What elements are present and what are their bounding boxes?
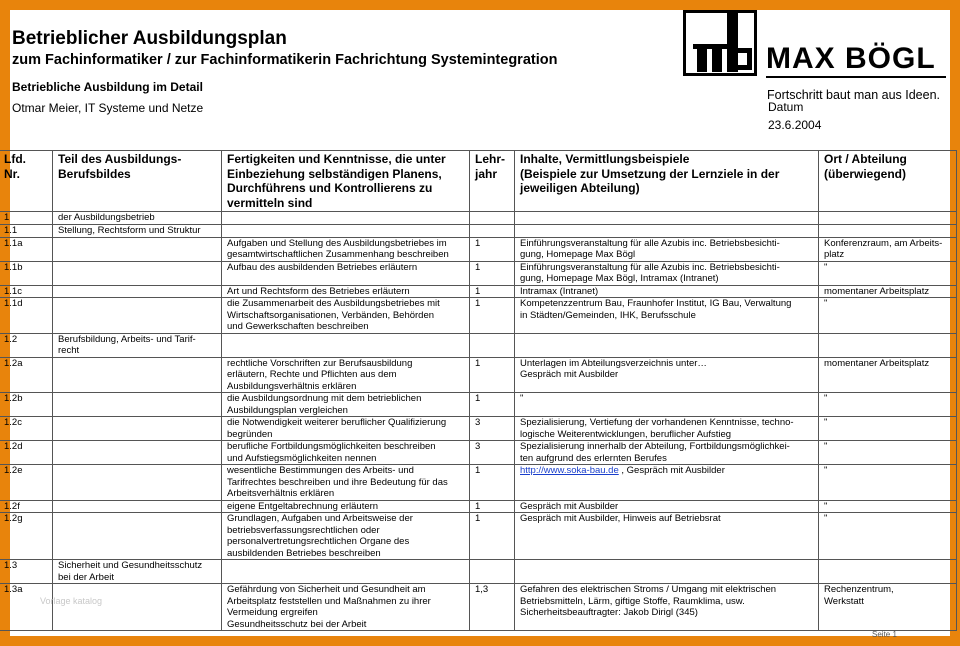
table-cell-col-year: 1 <box>470 500 515 513</box>
table-row <box>0 225 957 238</box>
table-cell-col-content: Intramax (Intranet) <box>515 285 819 298</box>
table-cell-col-part <box>53 261 222 285</box>
table-cell-col-part <box>53 237 222 261</box>
table-cell-col-part: der Ausbildungsbetrieb <box>53 212 222 225</box>
table-cell-col-part <box>53 417 222 441</box>
table-cell-col-part: Stellung, Rechtsform und Struktur <box>53 225 222 238</box>
table-cell-col-content: Einführungsveranstaltung für alle Azubis inc. Betriebsbesichti- gung, Homepage Max Bögl <box>515 237 819 261</box>
table-cell-col-skills: rechtliche Vorschriften zur Berufsausbildung erläutern, Rechte und Pflichten aus dem Ausbildungsverhältnis erklären <box>222 357 470 393</box>
table-cell-col-content <box>515 225 819 238</box>
table-cell-col-skills: die Notwendigkeit weiterer beruflicher Qualifizierung begründen <box>222 417 470 441</box>
table-cell-col-location: " <box>819 513 957 560</box>
responsible-person: Otmar Meier, IT Systeme und Netze <box>12 101 204 115</box>
table-cell-col-skills: berufliche Fortbildungsmöglichkeiten beschreiben und Aufstiegsmöglichkeiten nennen <box>222 441 470 465</box>
table-cell-col-nr: 1.2c <box>0 417 53 441</box>
table-cell-col-year: 1 <box>470 393 515 417</box>
table-cell-col-content: Kompetenzzentrum Bau, Fraunhofer Institut, IG Bau, Verwaltung in Städten/Gemeinden, IHK, Berufsschule <box>515 298 819 334</box>
table-cell-col-skills: die Ausbildungsordnung mit dem betrieblichen Ausbildungsplan vergleichen <box>222 393 470 417</box>
table-cell-col-skills <box>222 333 470 357</box>
table-cell-col-part <box>53 441 222 465</box>
table-cell-col-content <box>515 560 819 584</box>
company-tagline: Fortschritt baut man aus Ideen. <box>767 88 941 102</box>
table-cell-col-content <box>515 212 819 225</box>
table-cell-col-year: 3 <box>470 441 515 465</box>
table-cell-col-location: " <box>819 261 957 285</box>
table-cell-col-nr: 1.1d <box>0 298 53 334</box>
table-cell-col-nr: 1.1a <box>0 237 53 261</box>
page-footer: Seite 1 <box>872 630 897 639</box>
table-cell-col-skills <box>222 560 470 584</box>
table-cell-col-part: Berufsbildung, Arbeits- und Tarif- recht <box>53 333 222 357</box>
table-row <box>0 237 957 261</box>
table-cell-col-location: momentaner Arbeitsplatz <box>819 285 957 298</box>
table-row <box>0 500 957 513</box>
soka-bau-link[interactable]: http://www.soka-bau.de <box>520 465 619 476</box>
table-header-row <box>0 151 957 212</box>
table-cell-col-year: 1 <box>470 357 515 393</box>
table-cell-col-year: 1 <box>470 298 515 334</box>
watermark: Vorlage katalog <box>40 596 103 606</box>
table-cell-col-nr: 1.2g <box>0 513 53 560</box>
table-cell-col-skills: Aufgaben und Stellung des Ausbildungsbetriebes im gesamtwirtschaftlichen Zusammenhang beschreiben <box>222 237 470 261</box>
table-row <box>0 357 957 393</box>
table-cell-col-content: Einführungsveranstaltung für alle Azubis inc. Betriebsbesichti- gung, Homepage Max Bögl, Intramax (Intranet) <box>515 261 819 285</box>
company-logo-text: MAX BÖGL <box>766 42 936 75</box>
document-page <box>4 10 950 639</box>
table-cell-col-content: Gespräch mit Ausbilder, Hinweis auf Betriebsrat <box>515 513 819 560</box>
table-cell-col-skills: Gefährdung von Sicherheit und Gesundheit am Arbeitsplatz feststellen und Maßnahmen zu ihrer Vermeidung ergreifen Gesundheitsschutz bei der Arbeit <box>222 584 470 631</box>
table-cell-col-nr: 1.2e <box>0 465 53 501</box>
table-cell-col-skills: die Zusammenarbeit des Ausbildungsbetriebes mit Wirtschaftsorganisationen, Verbänden, Behörden und Gewerkschaften beschreiben <box>222 298 470 334</box>
table-row <box>0 441 957 465</box>
table-cell-col-part: Sicherheit und Gesundheitsschutz bei der Arbeit <box>53 560 222 584</box>
table-cell-col-nr: 1.3a <box>0 584 53 631</box>
table-row <box>0 285 957 298</box>
table-row <box>0 584 957 631</box>
company-logo-icon <box>683 10 757 76</box>
table-row <box>0 465 957 501</box>
table-cell-col-location <box>819 212 957 225</box>
logo-divider <box>766 76 946 78</box>
table-cell-col-location: momentaner Arbeitsplatz <box>819 357 957 393</box>
table-cell-col-skills <box>222 212 470 225</box>
table-cell-col-year <box>470 212 515 225</box>
table-cell-col-nr: 1.2 <box>0 333 53 357</box>
table-cell-col-skills: wesentliche Bestimmungen des Arbeits- und Tarifrechtes beschreiben und ihre Bedeutung für das Arbeitsverhältnis erklären <box>222 465 470 501</box>
training-plan-table <box>0 150 957 631</box>
table-header-col-location: Ort / Abteilung (überwiegend) <box>819 151 957 212</box>
table-cell-col-location: " <box>819 417 957 441</box>
table-cell-col-content <box>515 465 819 501</box>
table-cell-col-location: " <box>819 441 957 465</box>
table-cell-col-location <box>819 333 957 357</box>
table-row <box>0 393 957 417</box>
table-row <box>0 298 957 334</box>
table-cell-col-content: " <box>515 393 819 417</box>
table-cell-col-year: 1 <box>470 513 515 560</box>
date-label: Datum <box>768 100 804 114</box>
table-cell-col-skills: Grundlagen, Aufgaben und Arbeitsweise der betriebsverfassungsrechtlichen oder personalvertretungsrechtlichen Organe des ausbildenden Betriebes beschreiben <box>222 513 470 560</box>
table-cell-col-content: Unterlagen im Abteilungsverzeichnis unter… Gespräch mit Ausbilder <box>515 357 819 393</box>
table-cell-col-year: 1 <box>470 261 515 285</box>
table-row <box>0 333 957 357</box>
table-cell-col-skills: eigene Entgeltabrechnung erläutern <box>222 500 470 513</box>
table-cell-col-nr: 1 <box>0 212 53 225</box>
table-cell-col-location <box>819 560 957 584</box>
page-subtitle: zum Fachinformatiker / zur Fachinformatikerin Fachrichtung Systemintegration <box>12 52 558 68</box>
table-cell-col-year: 3 <box>470 417 515 441</box>
table-cell-col-nr: 1.2d <box>0 441 53 465</box>
table-cell-col-content: Gespräch mit Ausbilder <box>515 500 819 513</box>
table-cell-col-nr: 1.1 <box>0 225 53 238</box>
section-heading: Betriebliche Ausbildung im Detail <box>12 80 203 94</box>
table-header-col-skills: Fertigkeiten und Kenntnisse, die unter Einbeziehung selbständigen Planens, Durchführens und Kontrollierens zu vermitteln sind <box>222 151 470 212</box>
table-header-col-nr: Lfd. Nr. <box>0 151 53 212</box>
table-cell-col-content: Gefahren des elektrischen Stroms / Umgang mit elektrischen Betriebsmitteln, Lärm, giftige Stoffe, Raumklima, usw. Sicherheitsbeauftragter: Jakob Dirigl (345) <box>515 584 819 631</box>
table-cell-col-content <box>515 333 819 357</box>
table-cell-col-location: " <box>819 298 957 334</box>
table-row <box>0 560 957 584</box>
date-value: 23.6.2004 <box>768 118 822 132</box>
table-cell-col-location: " <box>819 500 957 513</box>
table-row <box>0 513 957 560</box>
table-cell-col-nr: 1.2b <box>0 393 53 417</box>
table-header-col-year: Lehr- jahr <box>470 151 515 212</box>
table-cell-col-year <box>470 333 515 357</box>
table-cell-col-location <box>819 225 957 238</box>
table-cell-col-skills: Aufbau des ausbildenden Betriebes erläutern <box>222 261 470 285</box>
table-cell-col-year <box>470 560 515 584</box>
table-cell-col-nr: 1.2a <box>0 357 53 393</box>
table-cell-col-year: 1 <box>470 465 515 501</box>
table-row <box>0 261 957 285</box>
table-cell-col-skills: Art und Rechtsform des Betriebes erläutern <box>222 285 470 298</box>
table-cell-col-part <box>53 285 222 298</box>
table-cell-col-part <box>53 513 222 560</box>
table-cell-col-nr: 1.2f <box>0 500 53 513</box>
table-cell-col-location: Rechenzentrum, Werkstatt <box>819 584 957 631</box>
table-cell-col-part <box>53 393 222 417</box>
table-cell-col-part <box>53 357 222 393</box>
table-cell-col-content: Spezialisierung, Vertiefung der vorhandenen Kenntnisse, techno- logische Weiterentwicklungen, beruflicher Aufstieg <box>515 417 819 441</box>
table-cell-col-nr: 1.1c <box>0 285 53 298</box>
table-cell-col-skills <box>222 225 470 238</box>
table-cell-col-part <box>53 465 222 501</box>
table-cell-col-part <box>53 298 222 334</box>
table-cell-col-part <box>53 584 222 631</box>
table-header-col-content: Inhalte, Vermittlungsbeispiele (Beispiele zur Umsetzung der Lernziele in der jeweiligen Abteilung) <box>515 151 819 212</box>
table-cell-col-year <box>470 225 515 238</box>
table-cell-col-year: 1 <box>470 237 515 261</box>
table-header-col-part: Teil des Ausbildungs- Berufsbildes <box>53 151 222 212</box>
table-cell-col-year: 1 <box>470 285 515 298</box>
table-cell-col-nr: 1.1b <box>0 261 53 285</box>
table-cell-col-content: Spezialisierung innerhalb der Abteilung, Fortbildungsmöglichkei- ten aufgrund des erlernten Berufes <box>515 441 819 465</box>
table-cell-col-location: " <box>819 393 957 417</box>
table-cell-col-location: Konferenzraum, am Arbeits- platz <box>819 237 957 261</box>
table-cell-col-year: 1,3 <box>470 584 515 631</box>
table-cell-col-location: " <box>819 465 957 501</box>
table-cell-col-nr: 1.3 <box>0 560 53 584</box>
link-suffix-text: , Gespräch mit Ausbilder <box>618 465 725 476</box>
table-cell-col-part <box>53 500 222 513</box>
table-row <box>0 417 957 441</box>
table-row <box>0 212 957 225</box>
page-title: Betrieblicher Ausbildungsplan <box>12 28 287 49</box>
